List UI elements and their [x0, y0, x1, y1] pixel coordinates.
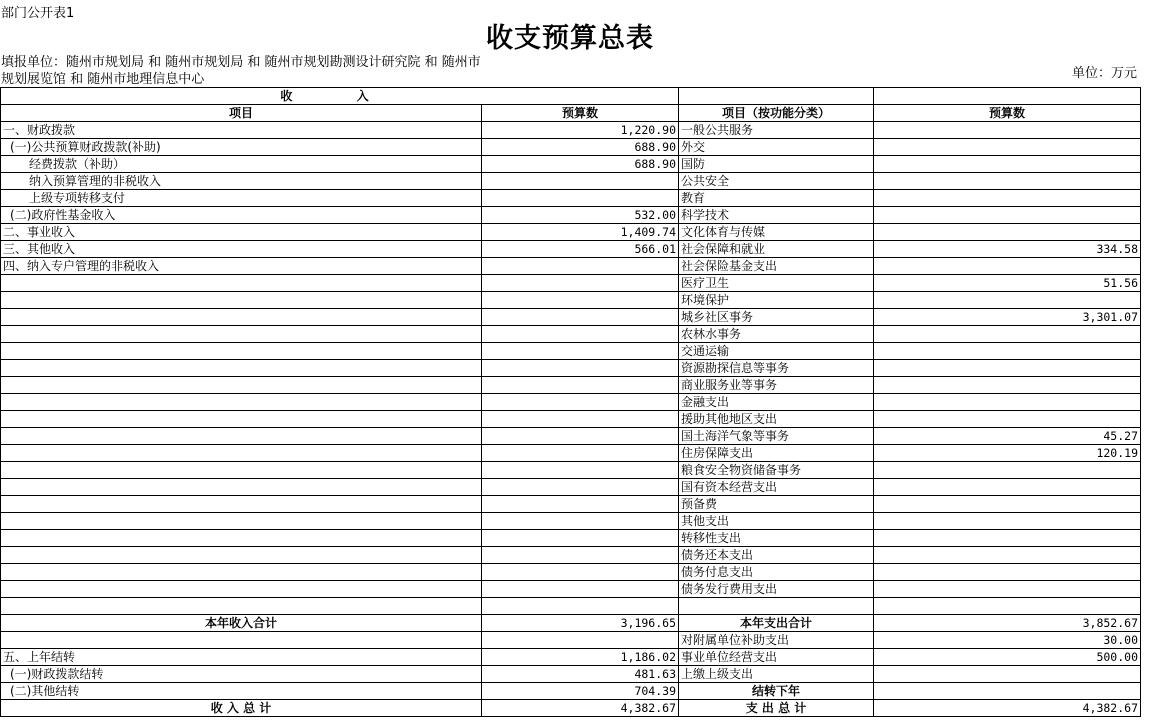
income-amount: [482, 411, 679, 428]
expense-item: 转移性支出: [679, 530, 874, 547]
income-item: [1, 462, 482, 479]
income-item: [1, 309, 482, 326]
income-item: [1, 530, 482, 547]
income-amount-header: 预算数: [482, 105, 679, 122]
expense-amount: [874, 462, 1141, 479]
table-row: [1, 207, 1141, 224]
income-amount: [482, 598, 679, 615]
expense-item: 国有资本经营支出: [679, 479, 874, 496]
income-item: (二)政府性基金收入: [1, 207, 482, 224]
expense-amount: [874, 343, 1141, 360]
income-amount: [482, 326, 679, 343]
expense-amount: 30.00: [874, 632, 1141, 649]
table-row: [1, 190, 1141, 207]
expense-item: 资源勘探信息等事务: [679, 360, 874, 377]
expense-item: 科学技术: [679, 207, 874, 224]
income-amount: [482, 360, 679, 377]
expense-amount: [874, 530, 1141, 547]
expense-amount: [874, 173, 1141, 190]
expense-amount: 45.27: [874, 428, 1141, 445]
table-row: [1, 496, 1141, 513]
expense-amount: 51.56: [874, 275, 1141, 292]
income-amount: 4,382.67: [482, 700, 679, 717]
income-item-header: 项目: [1, 105, 482, 122]
income-item: [1, 411, 482, 428]
income-amount: [482, 445, 679, 462]
income-item: 一、财政拨款: [1, 122, 482, 139]
expense-item: 援助其他地区支出: [679, 411, 874, 428]
table-row: [1, 479, 1141, 496]
income-amount: 3,196.65: [482, 615, 679, 632]
income-item: 本年收入合计: [1, 615, 482, 632]
income-item: [1, 564, 482, 581]
expense-amount: [874, 292, 1141, 309]
expense-section-header: [679, 88, 874, 105]
expense-item: 其他支出: [679, 513, 874, 530]
table-row: [1, 156, 1141, 173]
expense-item: 支 出 总 计: [679, 700, 874, 717]
income-item: [1, 598, 482, 615]
currency-unit: 单位：万元: [1071, 66, 1137, 81]
expense-amount: [874, 683, 1141, 700]
expense-item: 国土海洋气象等事务: [679, 428, 874, 445]
income-amount: 1,220.90: [482, 122, 679, 139]
expense-item: 一般公共服务: [679, 122, 874, 139]
table-row: [1, 462, 1141, 479]
income-item: [1, 581, 482, 598]
table-row: [1, 428, 1141, 445]
header-row-columns: [1, 105, 1141, 122]
expense-amount: 500.00: [874, 649, 1141, 666]
table-row: [1, 598, 1141, 615]
table-row: [1, 309, 1141, 326]
expense-item: 文化体育与传媒: [679, 224, 874, 241]
expense-item: 结转下年: [679, 683, 874, 700]
expense-item: 社会保险基金支出: [679, 258, 874, 275]
expense-amount: [874, 547, 1141, 564]
table-row: [1, 139, 1141, 156]
income-amount: 688.90: [482, 139, 679, 156]
expense-item: 本年支出合计: [679, 615, 874, 632]
filling-unit: 填报单位：随州市规划局 和 随州市规划局 和 随州市规划勘测设计研究院 和 随州市规划展览馆 和 随州市地理信息中心: [1, 55, 481, 87]
income-item: [1, 632, 482, 649]
expense-amount: [874, 360, 1141, 377]
income-item: [1, 547, 482, 564]
expense-section-header-blank: [874, 88, 1141, 105]
income-item: (二)其他结转: [1, 683, 482, 700]
income-item: 收 入 总 计: [1, 700, 482, 717]
table-row: [1, 292, 1141, 309]
income-amount: [482, 530, 679, 547]
income-item: 纳入预算管理的非税收入: [1, 173, 482, 190]
expense-item: 预备费: [679, 496, 874, 513]
expense-item: 社会保障和就业: [679, 241, 874, 258]
income-item: [1, 326, 482, 343]
budget-table: [0, 87, 1141, 717]
table-row: [1, 343, 1141, 360]
table-row: [1, 122, 1141, 139]
table-row: [1, 258, 1141, 275]
income-item: [1, 445, 482, 462]
table-row: [1, 411, 1141, 428]
income-item: (一)公共预算财政拨款(补助): [1, 139, 482, 156]
income-amount: [482, 190, 679, 207]
income-amount: [482, 581, 679, 598]
income-amount: [482, 394, 679, 411]
table-row: [1, 224, 1141, 241]
expense-amount: 334.58: [874, 241, 1141, 258]
income-amount: 688.90: [482, 156, 679, 173]
income-item: [1, 360, 482, 377]
expense-amount: [874, 377, 1141, 394]
table-row: [1, 632, 1141, 649]
income-amount: 481.63: [482, 666, 679, 683]
income-amount: [482, 292, 679, 309]
expense-amount: [874, 190, 1141, 207]
expense-amount: 3,301.07: [874, 309, 1141, 326]
expense-amount: [874, 513, 1141, 530]
table-row: [1, 581, 1141, 598]
income-amount: 532.00: [482, 207, 679, 224]
income-item: [1, 479, 482, 496]
expense-amount: [874, 156, 1141, 173]
table-row: [1, 683, 1141, 700]
expense-item: 债务发行费用支出: [679, 581, 874, 598]
income-amount: [482, 275, 679, 292]
expense-amount: [874, 411, 1141, 428]
income-item: [1, 496, 482, 513]
expense-amount: [874, 496, 1141, 513]
report-code: 部门公开表1: [1, 6, 75, 21]
expense-item: 农林水事务: [679, 326, 874, 343]
income-item: [1, 343, 482, 360]
table-row: [1, 377, 1141, 394]
expense-item: 城乡社区事务: [679, 309, 874, 326]
expense-item: [679, 598, 874, 615]
expense-amount: [874, 394, 1141, 411]
expense-amount: [874, 581, 1141, 598]
table-row: [1, 394, 1141, 411]
expense-amount: [874, 224, 1141, 241]
income-amount: [482, 377, 679, 394]
income-amount: [482, 632, 679, 649]
income-item: [1, 275, 482, 292]
expense-item: 商业服务业等事务: [679, 377, 874, 394]
income-item: 三、其他收入: [1, 241, 482, 258]
income-amount: [482, 173, 679, 190]
table-row: [1, 360, 1141, 377]
header-row-section: [1, 88, 1141, 105]
expense-amount: 3,852.67: [874, 615, 1141, 632]
income-amount: [482, 496, 679, 513]
income-amount: [482, 513, 679, 530]
income-amount: [482, 428, 679, 445]
expense-amount: 120.19: [874, 445, 1141, 462]
table-row: [1, 666, 1141, 683]
income-item: (一)财政拨款结转: [1, 666, 482, 683]
expense-item: 公共安全: [679, 173, 874, 190]
expense-item: 债务还本支出: [679, 547, 874, 564]
expense-item: 上缴上级支出: [679, 666, 874, 683]
expense-item: 住房保障支出: [679, 445, 874, 462]
expense-amount: [874, 207, 1141, 224]
expense-amount-header: 预算数: [874, 105, 1141, 122]
income-item: [1, 513, 482, 530]
table-row: [1, 564, 1141, 581]
income-amount: 1,186.02: [482, 649, 679, 666]
table-row: [1, 173, 1141, 190]
income-amount: [482, 547, 679, 564]
expense-item: 事业单位经营支出: [679, 649, 874, 666]
expense-item: 粮食安全物资储备事务: [679, 462, 874, 479]
expense-amount: 4,382.67: [874, 700, 1141, 717]
income-item: [1, 292, 482, 309]
income-amount: 1,409.74: [482, 224, 679, 241]
table-row: [1, 241, 1141, 258]
income-item: 经费拨款（补助）: [1, 156, 482, 173]
expense-item: 交通运输: [679, 343, 874, 360]
expense-item: 医疗卫生: [679, 275, 874, 292]
expense-amount: [874, 479, 1141, 496]
expense-item: 外交: [679, 139, 874, 156]
income-item: 五、上年结转: [1, 649, 482, 666]
income-amount: [482, 343, 679, 360]
income-amount: 704.39: [482, 683, 679, 700]
table-row: [1, 445, 1141, 462]
table-row: [1, 547, 1141, 564]
income-amount: [482, 462, 679, 479]
income-item: 上级专项转移支付: [1, 190, 482, 207]
income-amount: [482, 564, 679, 581]
table-row: [1, 530, 1141, 547]
grand-total-row: [1, 700, 1141, 717]
expense-amount: [874, 139, 1141, 156]
expense-amount: [874, 122, 1141, 139]
income-section-header: 收 入: [1, 88, 679, 105]
page-title: 收支预算总表: [486, 23, 654, 54]
expense-item-header: 项目（按功能分类）: [679, 105, 874, 122]
expense-amount: [874, 666, 1141, 683]
table-row: [1, 649, 1141, 666]
income-amount: [482, 309, 679, 326]
income-amount: [482, 258, 679, 275]
income-item: 四、纳入专户管理的非税收入: [1, 258, 482, 275]
income-item: [1, 428, 482, 445]
table-row: [1, 275, 1141, 292]
income-amount: [482, 479, 679, 496]
expense-item: 环境保护: [679, 292, 874, 309]
expense-amount: [874, 564, 1141, 581]
income-item: [1, 394, 482, 411]
expense-item: 金融支出: [679, 394, 874, 411]
income-item: [1, 377, 482, 394]
expense-item: 国防: [679, 156, 874, 173]
expense-amount: [874, 326, 1141, 343]
expense-item: 债务付息支出: [679, 564, 874, 581]
table-row: [1, 513, 1141, 530]
expense-item: 教育: [679, 190, 874, 207]
expense-amount: [874, 258, 1141, 275]
year-total-row: [1, 615, 1141, 632]
table-row: [1, 326, 1141, 343]
income-item: 二、事业收入: [1, 224, 482, 241]
income-amount: 566.01: [482, 241, 679, 258]
expense-item: 对附属单位补助支出: [679, 632, 874, 649]
expense-amount: [874, 598, 1141, 615]
